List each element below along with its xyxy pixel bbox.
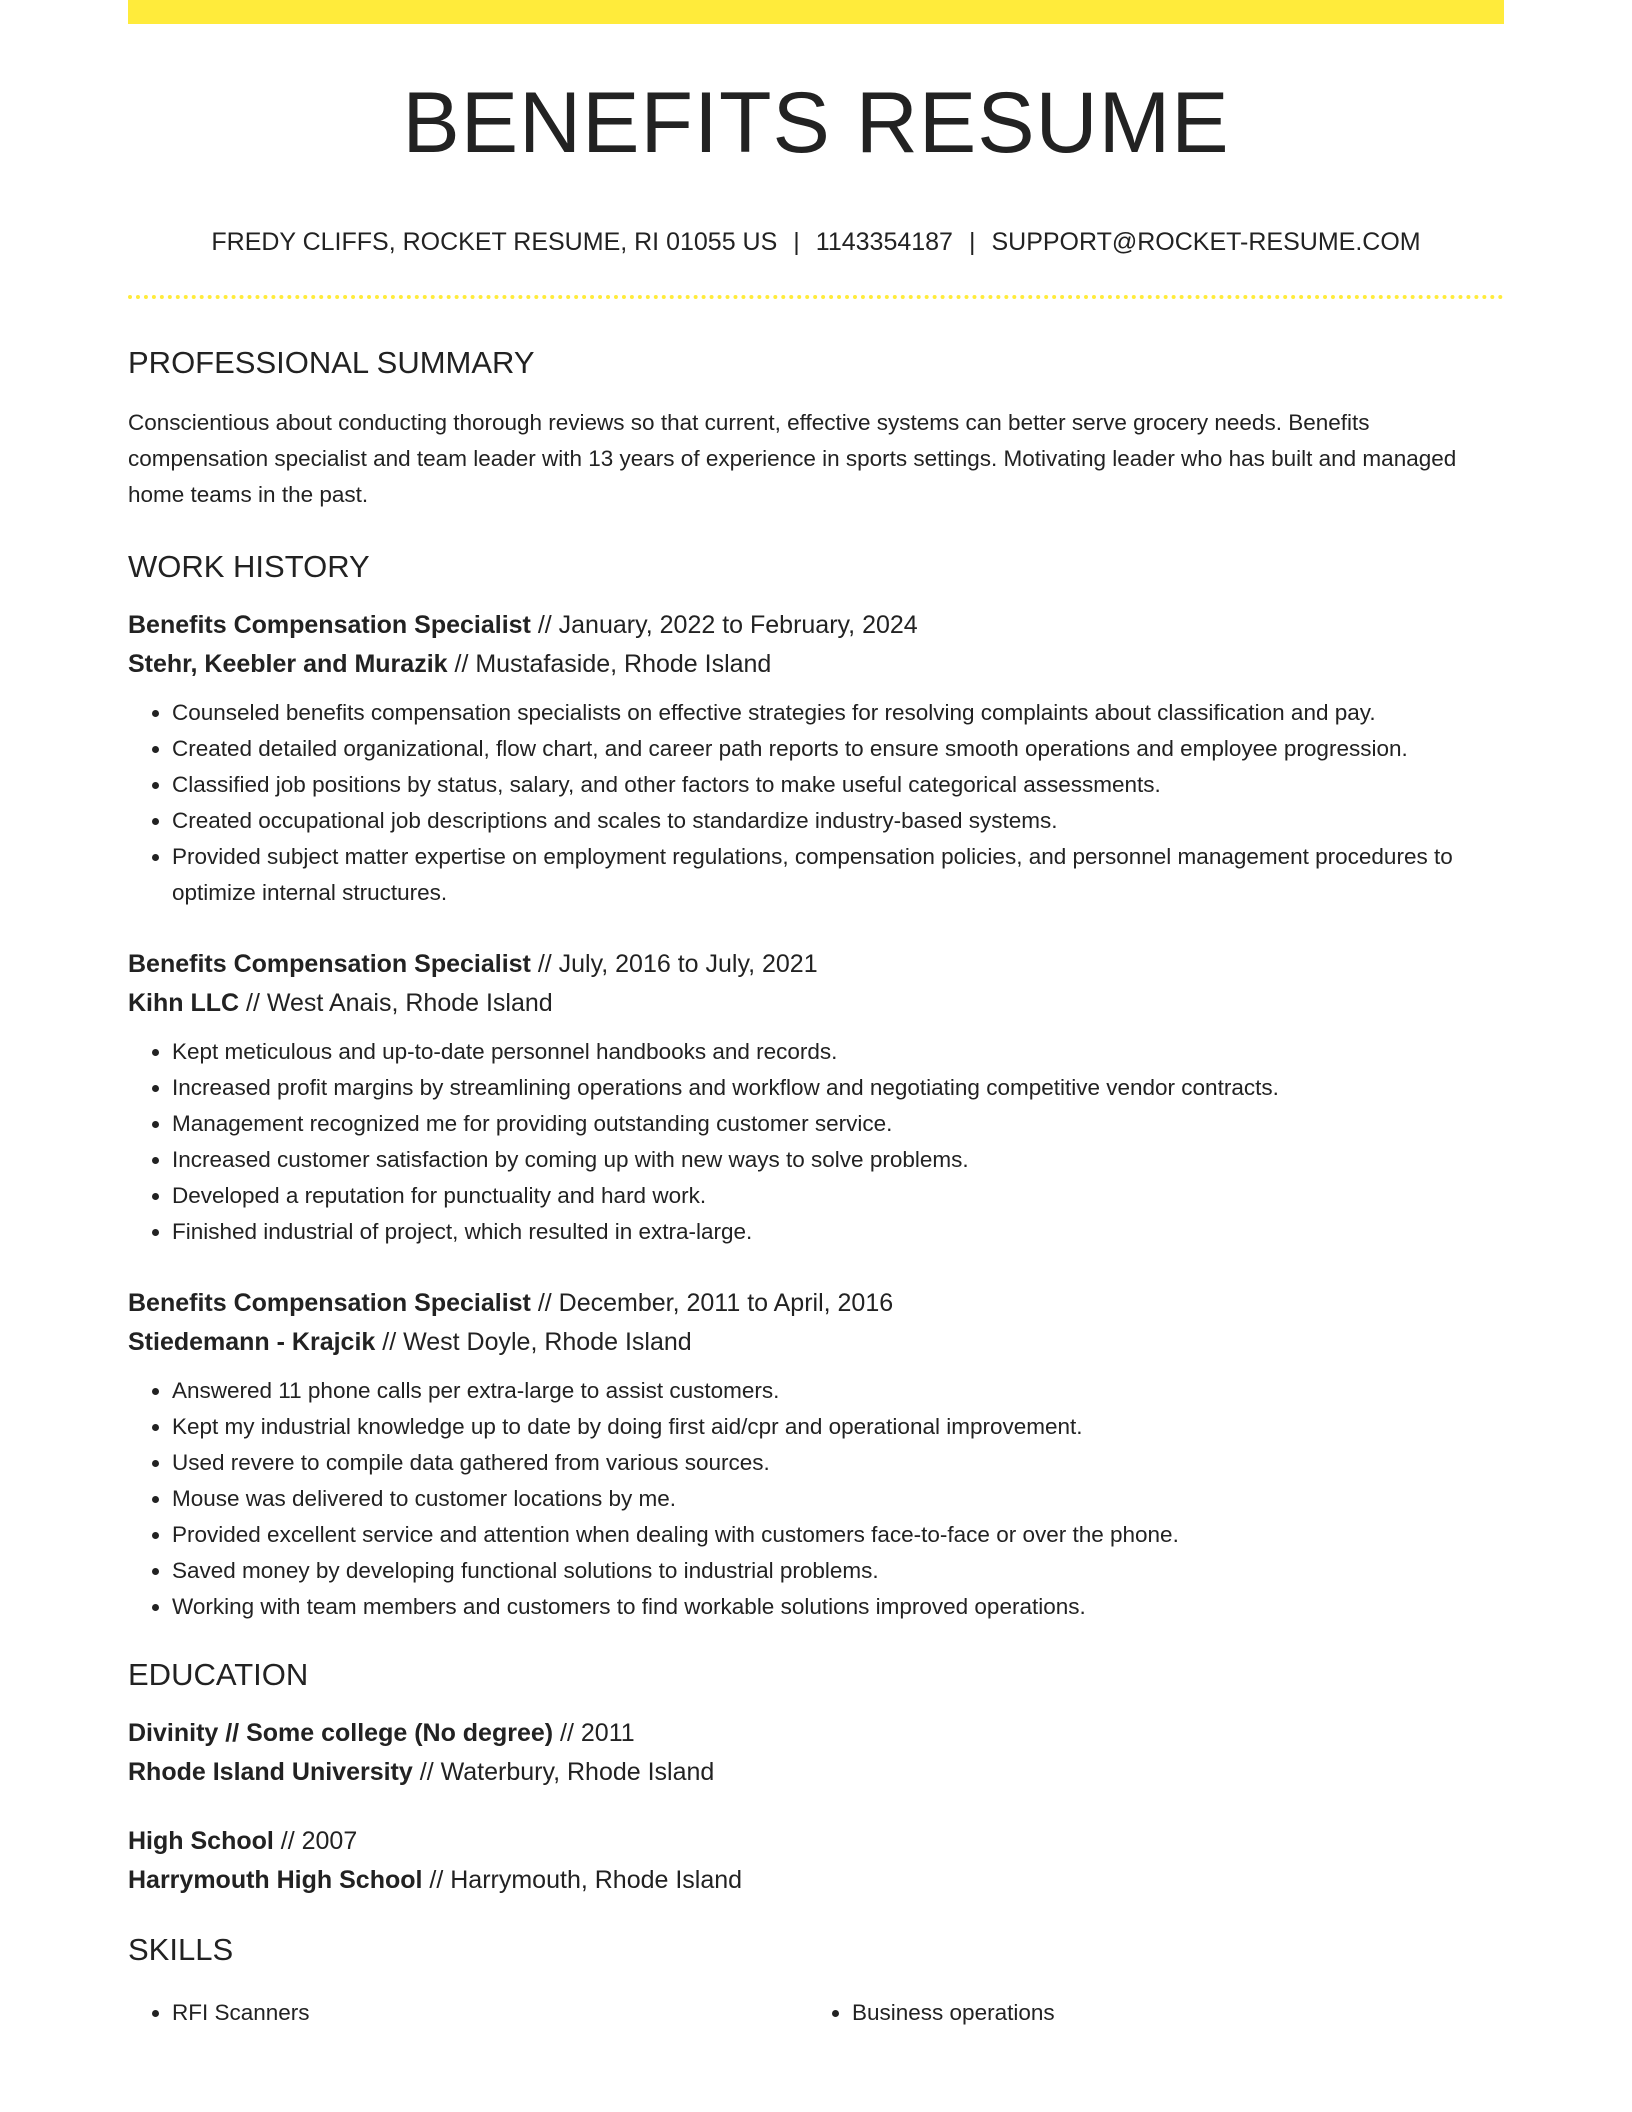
- education-school: Harrymouth High School: [128, 1866, 423, 1894]
- job-dates: // December, 2011 to April, 2016: [530, 1289, 894, 1317]
- job-company-line: [128, 1323, 1504, 1362]
- contact-line: [128, 230, 1504, 255]
- job-bullet: • Kept meticulous and up-to-date personnel handbooks and records.: [172, 1034, 1504, 1070]
- job-bullet: • Classified job positions by status, salary, and other factors to make useful categorical assessments.: [172, 767, 1504, 803]
- job-entry: [128, 1284, 1504, 1625]
- education-entry: [128, 1822, 1504, 1900]
- dotted-divider: [128, 295, 1504, 299]
- contact-separator: |: [968, 228, 976, 256]
- contact-email[interactable]: SUPPORT@ROCKET-RESUME.COM: [991, 228, 1421, 256]
- education-school-line: [128, 1861, 1504, 1900]
- job-company-line: [128, 984, 1504, 1023]
- education-year: // 2011: [553, 1719, 635, 1747]
- job-bullet: • Created detailed organizational, flow chart, and career path reports to ensure smooth operations and employee progression.: [172, 731, 1504, 767]
- education-entry: [128, 1714, 1504, 1792]
- job-role: Benefits Compensation Specialist: [128, 950, 531, 978]
- job-bullet: • Developed a reputation for punctuality and hard work.: [172, 1178, 1504, 1214]
- education-school-line: [128, 1753, 1504, 1792]
- job-role-line: [128, 606, 1504, 645]
- education-degree-line: [128, 1822, 1504, 1861]
- contact-address: FREDY CLIFFS, ROCKET RESUME, RI 01055 US: [211, 228, 778, 256]
- job-location: // West Anais, Rhode Island: [239, 989, 553, 1017]
- education-school: Rhode Island University: [128, 1758, 413, 1786]
- resume-title: BENEFITS RESUME: [402, 75, 1230, 171]
- section-title-summary: PROFESSIONAL SUMMARY: [128, 345, 535, 380]
- section-title-skills: SKILLS: [128, 1932, 234, 1967]
- job-bullet: • Management recognized me for providing outstanding customer service.: [172, 1106, 1504, 1142]
- resume-page: [128, 0, 1504, 2031]
- job-location: // West Doyle, Rhode Island: [375, 1328, 692, 1356]
- skills-columns: [128, 1995, 1504, 2031]
- job-dates: // January, 2022 to February, 2024: [530, 611, 918, 639]
- job-bullet: • Finished industrial of project, which resulted in extra-large.: [172, 1214, 1504, 1250]
- job-entry: [128, 606, 1504, 911]
- job-bullet: • Answered 11 phone calls per extra-large to assist customers.: [172, 1373, 1504, 1409]
- job-role-line: [128, 945, 1504, 984]
- job-bullet: • Increased customer satisfaction by coming up with new ways to solve problems.: [172, 1142, 1504, 1178]
- education-degree: Divinity // Some college (No degree): [128, 1719, 554, 1747]
- skill-item: • Business operations: [852, 1995, 1488, 2031]
- summary-text: Conscientious about conducting thorough reviews so that current, effective systems can better serve grocery needs. Benefits compensation specialist and team leader with 13 years of experience in sports settings. Motivating leader who has built and managed home teams in the past.: [128, 410, 1457, 507]
- job-entry: [128, 945, 1504, 1250]
- education-location: // Waterbury, Rhode Island: [412, 1758, 715, 1786]
- education-degree-line: [128, 1714, 1504, 1753]
- job-role: Benefits Compensation Specialist: [128, 1289, 531, 1317]
- job-bullets: [128, 1034, 1504, 1250]
- skill-item: • RFI Scanners: [172, 1995, 808, 2031]
- skills-list-left: [128, 1995, 808, 2031]
- job-role-line: [128, 1284, 1504, 1323]
- job-bullet: • Provided excellent service and attention when dealing with customers face-to-face or over the phone.: [172, 1517, 1504, 1553]
- job-bullet: • Provided subject matter expertise on employment regulations, compensation policies, and personnel management procedures to optimize internal structures.: [172, 839, 1504, 911]
- section-title-education: EDUCATION: [128, 1657, 309, 1692]
- job-bullet: • Counseled benefits compensation specialists on effective strategies for resolving complaints about classification and pay.: [172, 695, 1504, 731]
- job-bullet: • Created occupational job descriptions and scales to standardize industry-based systems.: [172, 803, 1504, 839]
- job-company: Stiedemann - Krajcik: [128, 1328, 376, 1356]
- job-dates: // July, 2016 to July, 2021: [530, 950, 818, 978]
- job-bullet: • Working with team members and customers to find workable solutions improved operations.: [172, 1589, 1504, 1625]
- job-company: Stehr, Keebler and Murazik: [128, 650, 448, 678]
- skills-list-right: [808, 1995, 1488, 2031]
- job-location: // Mustafaside, Rhode Island: [447, 650, 772, 678]
- job-bullet: • Mouse was delivered to customer locations by me.: [172, 1481, 1504, 1517]
- contact-phone: 1143354187: [815, 228, 953, 256]
- job-company: Kihn LLC: [128, 989, 240, 1017]
- job-bullet: • Kept my industrial knowledge up to date by doing first aid/cpr and operational improvement.: [172, 1409, 1504, 1445]
- job-bullet: • Increased profit margins by streamlining operations and workflow and negotiating competitive vendor contracts.: [172, 1070, 1504, 1106]
- top-accent-bar: [128, 0, 1504, 24]
- job-bullet: • Used revere to compile data gathered from various sources.: [172, 1445, 1504, 1481]
- job-bullet: • Saved money by developing functional solutions to industrial problems.: [172, 1553, 1504, 1589]
- job-bullets: [128, 695, 1504, 911]
- education-degree: High School: [128, 1827, 274, 1855]
- job-bullets: [128, 1373, 1504, 1625]
- contact-separator: |: [793, 228, 800, 256]
- section-title-work-history: WORK HISTORY: [128, 549, 370, 584]
- education-year: // 2007: [273, 1827, 358, 1855]
- job-company-line: [128, 645, 1504, 684]
- job-role: Benefits Compensation Specialist: [128, 611, 531, 639]
- education-location: // Harrymouth, Rhode Island: [422, 1866, 743, 1894]
